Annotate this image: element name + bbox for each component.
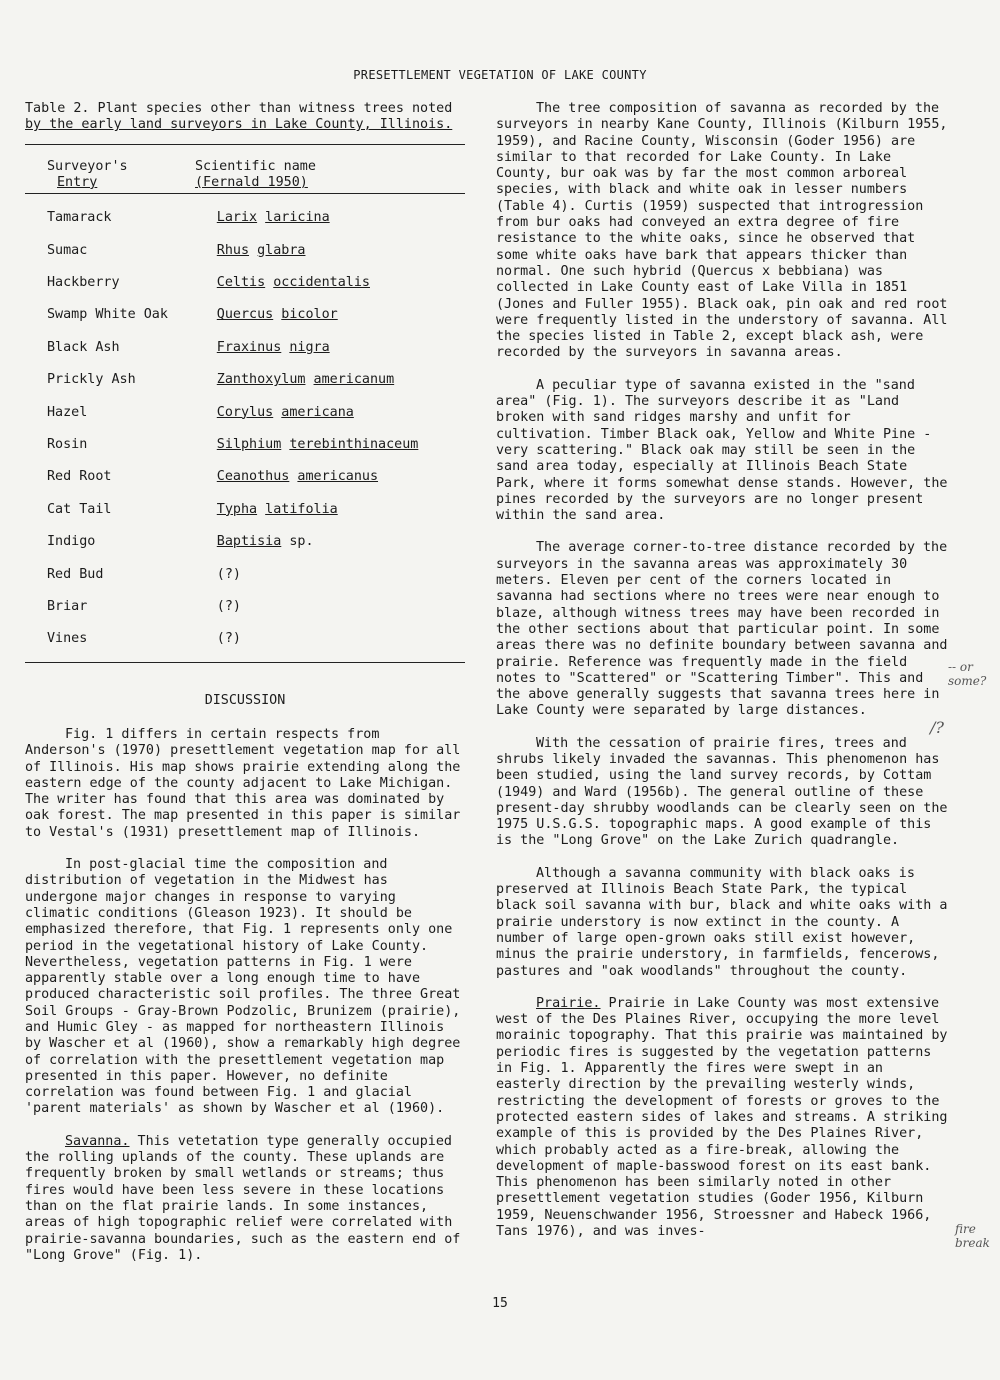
scientific-name: (?) [216, 598, 241, 614]
surveyor-entry: Hazel [47, 404, 88, 420]
surveyor-entry: Black Ash [47, 339, 120, 355]
scientific-name: Ceanothus americanus [216, 469, 379, 485]
surveyor-entry: Sumac [47, 242, 88, 258]
paragraph-savanna: Savanna. This vetetation type generally occupied the rolling uplands of the county. These uplands are frequently broken by small wetlands or streams; thus fires would have been less severe in these locations than on the flat prairie lands. In some instances, areas of high topographic relief were correlated with prairie-savanna boundaries, such as the eastern end of "Long Grove" (Fig. 1). [25, 1133, 461, 1263]
table-row [25, 461, 465, 493]
plant-species-table [25, 144, 465, 663]
right-column [496, 101, 951, 1256]
table-row [25, 267, 465, 299]
table-body [25, 202, 465, 655]
surveyor-entry: Swamp White Oak [47, 307, 168, 323]
paragraph: Although a savanna community with black oaks is preserved at Illinois Beach State Park, the typical black soil savanna with bur, black and white oaks with a prairie understory is now extinct in the county. A number of large open-grown oaks still exist however, minus the prairie understory, in farmfields, fencerows, pastures and "oak woodlands" throughout the county. [496, 865, 948, 979]
scientific-name: (?) [216, 631, 241, 647]
scientific-name: (?) [216, 566, 241, 582]
table-row [25, 623, 465, 655]
paragraph-prairie: Prairie. Prairie in Lake County was most extensive west of the Des Plaines River, occupying the more level morainic topography. That this prairie was maintained by periodic fires is suggested by the vegetation patterns in Fig. 1. Apparently the fires were swept in an easterly direction by the prevailing westerly winds, restricting the development of forests or groves to the protected eastern sides of lakes and streams. A striking example of this is provided by the Des Plaines River, which probably acted as a fire-break, allowing the development of maple-basswood forest on its east bank. This phenomenon has been similarly noted in other presettlement vegetation studies (Goder 1956, Kilburn 1959, Neuenschwander 1956, Stroessner and Habeck 1966, Tans 1976), and was inves- [496, 995, 948, 1239]
scientific-name: Fraxinus nigra [216, 339, 330, 355]
scientific-name: Celtis occidentalis [216, 275, 370, 291]
handwritten-margin-note: fire break [955, 1222, 990, 1250]
table-row [25, 397, 465, 429]
handwritten-margin-note: -- or some? [948, 660, 987, 688]
surveyor-entry: Cat Tail [47, 501, 112, 517]
surveyor-entry: Red Bud [47, 566, 104, 582]
paragraph: In post-glacial time the composition and distribution of vegetation in the Midwest has undergone major changes in response to varying climatic conditions (Gleason 1923). It should be emphasized therefore, that Fig. 1 represents only one period in the vegetational history of Lake County. Nevertheless, vegetation patterns in Fig. 1 were apparently stable over a long enough time to have produced characteristic soil profiles. The three Great Soil Groups - Gray-Brown Podzolic, Brunizem (prairie), and Humic Gley - as mapped for northeastern Illinois by Wascher et al (1960), show a remarkably high degree of correlation with the presettlement vegetation map presented in this paper. However, no definite correlation was found between Fig. 1 and glacial 'parent materials' as shown by Wascher et al (1960). [25, 857, 461, 1117]
paragraph: With the cessation of prairie fires, trees and shrubs likely invaded the savannas. This phenomenon has been studied, using the land survey records, by Cottam (1949) and Ward (1956b). The general outline of these present-day shrubby woodlands can be clearly seen on the 1975 U.S.G.S. topographic maps. A good example of this is the "Long Grove" on the Lake Zurich quadrangle. [496, 735, 948, 849]
scientific-name: Baptisia sp. [216, 534, 314, 550]
surveyor-entry: Briar [47, 598, 88, 614]
header-scientific-name: Scientific name (Fernald 1950) [195, 158, 316, 190]
table-row [25, 235, 465, 267]
scientific-name: Typha latifolia [216, 501, 338, 517]
header-surveyors-entry: Surveyor's Entry [47, 158, 128, 190]
handwritten-margin-mark: /? [930, 718, 944, 737]
table-header [25, 145, 465, 195]
table-row [25, 332, 465, 364]
surveyor-entry: Red Root [47, 469, 112, 485]
paragraph: The tree composition of savanna as recorded by the surveyors in nearby Kane County, Illinois (Kilburn 1955, 1959), and Racine County, Wisconsin (Goder 1956) are similar to that recorded for Lake County. In Lake County, bur oak was by far the most common arboreal species, with black and white oak in lesser numbers (Table 4). Curtis (1959) suspected that introgression from bur oaks had conveyed an extra degree of fire resistance to the white oaks, since he observed that some white oaks have bark that appears thicker than normal. One such hybrid (Quercus x bebbiana) was collected in Lake County east of Lake Villa in 1851 (Jones and Fuller 1955). Black oak, pin oak and red root were frequently listed in the understory of savanna. All the species listed in Table 2, except black ash, were recorded by the surveyors in savanna areas. [496, 101, 948, 361]
section-heading-discussion: DISCUSSION [204, 692, 286, 708]
surveyor-entry: Tamarack [47, 210, 112, 226]
scientific-name: Corylus americana [216, 404, 354, 420]
surveyor-entry: Hackberry [47, 275, 120, 291]
surveyor-entry: Prickly Ash [47, 372, 136, 388]
scientific-name: Larix laricina [216, 210, 330, 226]
running-head: PRESETTLEMENT VEGETATION OF LAKE COUNTY [353, 68, 647, 82]
table-caption-line1: Table 2. Plant species other than witness trees noted [25, 101, 453, 116]
table-bottom-rule [25, 662, 465, 663]
table-caption [25, 101, 465, 134]
paragraph: A peculiar type of savanna existed in the "sand area" (Fig. 1). The surveyors describe it as "Land broken with sand ridges marshy and unfit for cultivation. Timber Black oak, Yellow and White Pine - very scattering." Black oak may still be seen in the sand area today, especially at Illinois Beach State Park, where it forms somewhat dense stands. However, the pines recorded by the surveyors are no longer present within the sand area. [496, 377, 948, 524]
scientific-name: Zanthoxylum americanum [216, 372, 395, 388]
table-row [25, 526, 465, 558]
table-row [25, 429, 465, 461]
surveyor-entry: Indigo [47, 534, 96, 550]
scientific-name: Silphium terebinthinaceum [216, 436, 419, 452]
scientific-name: Rhus glabra [216, 242, 306, 258]
surveyor-entry: Rosin [47, 436, 88, 452]
table-row [25, 299, 465, 331]
scientific-name: Quercus bicolor [216, 307, 338, 323]
table-row [25, 558, 465, 590]
page-number: 15 [492, 1296, 508, 1311]
table-row [25, 494, 465, 526]
table-row [25, 364, 465, 396]
left-column [25, 101, 465, 1280]
surveyor-entry: Vines [47, 631, 88, 647]
table-row [25, 202, 465, 234]
run-in-heading-savanna: Savanna. [65, 1133, 130, 1149]
table-caption-line2: by the early land surveyors in Lake County, Illinois. [25, 117, 453, 133]
paragraph: Fig. 1 differs in certain respects from Anderson's (1970) presettlement vegetation map for all of Illinois. His map shows prairie extending along the eastern edge of the county adjacent to Lake Michigan. The writer has found that this area was dominated by oak forest. The map presented in this paper is similar to Vestal's (1931) presettlement map of Illinois. [25, 726, 461, 840]
paragraph: The average corner-to-tree distance recorded by the surveyors in the savanna areas was approximately 30 meters. Eleven per cent of the corners located in savanna had sections where no trees were near enough to blaze, although witness trees may have been recorded in the other sections about that particular point. In some areas there was no definite boundary between savanna and prairie. Reference was frequently made in the field notes to "Scattered" or "Scattering Timber". This and the above generally suggests that savanna trees here in Lake County were separated by large distances. [496, 540, 948, 719]
run-in-heading-prairie: Prairie. [536, 995, 601, 1011]
table-row [25, 591, 465, 623]
